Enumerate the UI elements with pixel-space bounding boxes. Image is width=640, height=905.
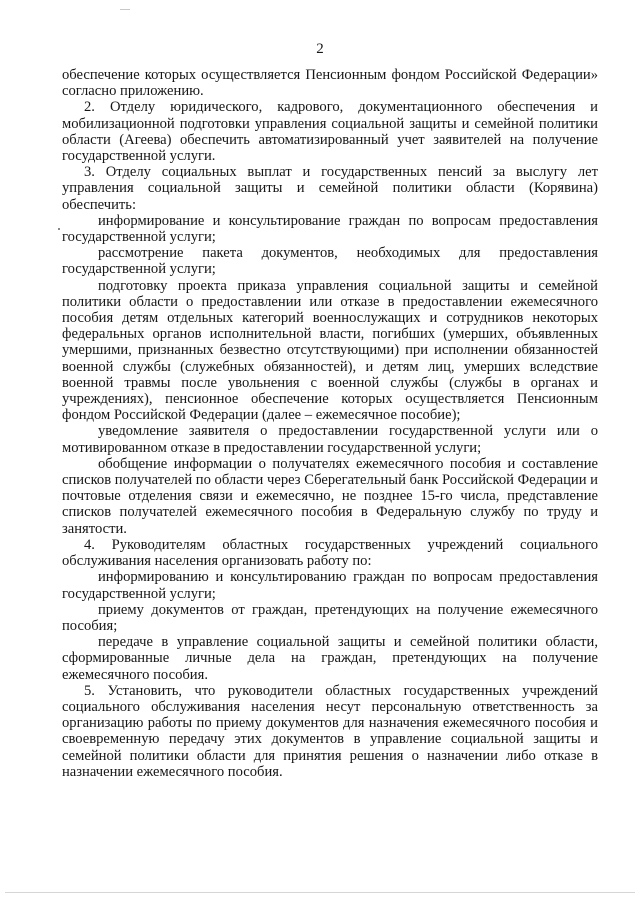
paragraph-item-5: 5. Установить, что руководители областных государственных учреждений социального обслуживания населения несут персональную ответственность за организацию работы по приему документов для назначения ежемесячного пособия и своевременную передачу этих документов в управление социальной защиты и семейной политики области для принятия решения о назначении либо отказе в назначении ежемесячного пособия.: [62, 682, 598, 780]
paragraph-subitem-order-draft: подготовку проекта приказа управления социальной защиты и семейной политики области о предоставлении или отказе в предоставлении ежемесячного пособия детям отдельных категорий военнослужащих и сотрудников некоторых федеральных органов исполнительной власти, погибших (умерших, объявленных умершими, признанных безвестно отсутствующими) при исполнении обязанностей военной службы (служебных обязанностей), и детям лиц, умерших вследствие военной травмы после увольнения с военной службы (службы в органах и учреждениях), пенсионное обеспечение которых осуществляется Пенсионным фондом Российской Федерации (далее – ежемесячное пособие);: [62, 277, 598, 424]
paragraph-subitem-documents: приему документов от граждан, претендующих на получение ежемесячного пособия;: [62, 601, 598, 634]
paragraph-continuation: обеспечение которых осуществляется Пенсионным фондом Российской Федерации» согласно приложению.: [62, 67, 598, 100]
paragraph-item-2: 2. Отделу юридического, кадрового, документационного обеспечения и мобилизационной подготовки управления социальной защиты и семейной политики области (Агеева) обеспечить автоматизированный учет заявителей на получение государственной услуги.: [62, 99, 598, 165]
paragraph-subitem-summary: обобщение информации о получателях ежемесячного пособия и составление списков получателей по области через Сберегательный банк Российской Федерации и почтовые отделения связи и ежемесячно, не позднее 15-го числа, представление списков получателей ежемесячного пособия в Федеральную службу по труду и занятости.: [62, 455, 598, 537]
page-number: 2: [316, 41, 324, 57]
document-body: [62, 67, 598, 780]
scan-artifact-top: [120, 9, 130, 10]
paragraph-subitem-review: рассмотрение пакета документов, необходимых для предоставления государственной услуги;: [62, 245, 598, 278]
paragraph-subitem-informing: информирование и консультирование граждан по вопросам предоставления государственной услуги;: [62, 212, 598, 246]
paragraph-item-3: 3. Отделу социальных выплат и государственных пенсий за выслугу лет управления социальной защиты и семейной политики области (Корявина) обеспечить:: [62, 164, 598, 213]
scan-artifact-bottom-line: [5, 892, 635, 893]
paragraph-subitem-notification: уведомление заявителя о предоставлении государственной услуги или о мотивированном отказе в предоставлении государственной услуги;: [62, 423, 598, 456]
scan-artifact-left-dot: [58, 228, 60, 230]
paragraph-item-4: 4. Руководителям областных государственных учреждений социального обслуживания населения организовать работу по:: [62, 536, 598, 570]
paragraph-subitem-transfer: передаче в управление социальной защиты и семейной политики области, сформированные личные дела на граждан, претендующих на получение ежемесячного пособия.: [62, 634, 598, 683]
paragraph-subitem-consulting: информированию и консультированию граждан по вопросам предоставления государственной услуги;: [62, 569, 598, 602]
